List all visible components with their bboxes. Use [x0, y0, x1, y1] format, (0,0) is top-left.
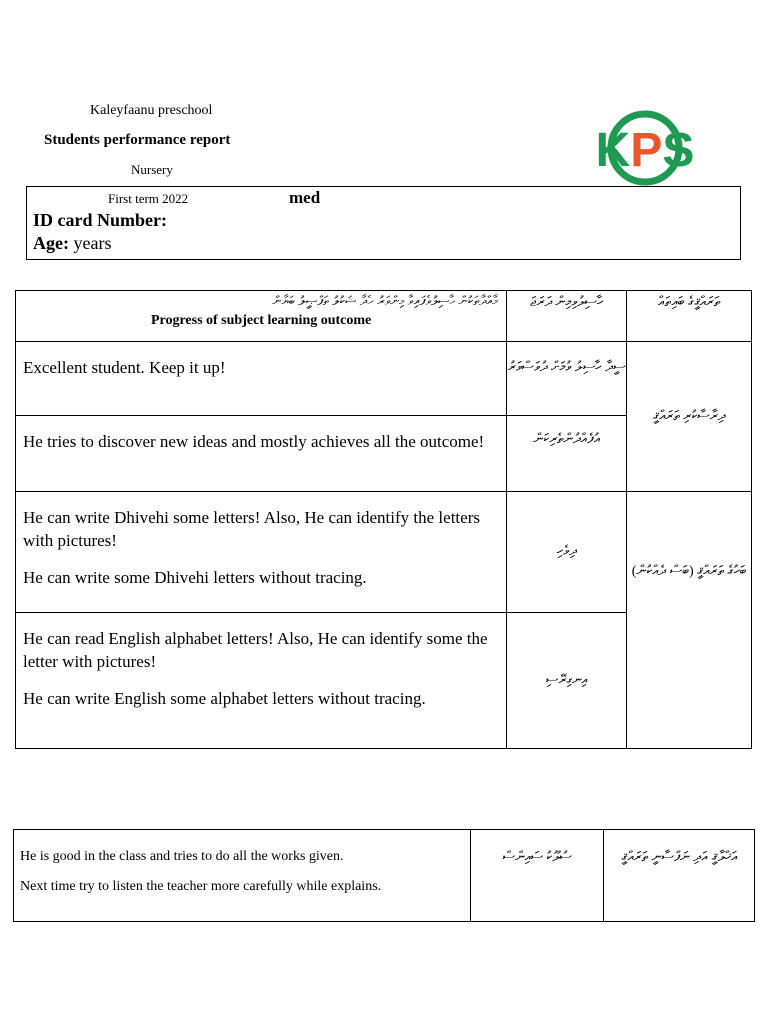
- age-label: Age:: [33, 233, 69, 253]
- behaviour-comment-cell: [14, 830, 471, 922]
- header-level-cell: [507, 291, 627, 342]
- age-unit: years: [73, 233, 112, 253]
- outcome-text: He can write some Dhivehi letters without tracing.: [23, 568, 367, 587]
- header-domain-text: ތަރައްޤީގެ ބައިތައް: [657, 295, 721, 310]
- school-name: Kaleyfaanu preschool: [90, 103, 213, 118]
- header-level-text: ހާސިލުވިމިން ދަރަޖަ: [530, 295, 604, 310]
- student-name: med: [289, 188, 321, 207]
- table-row: [14, 830, 755, 922]
- learning-outcome-table: [15, 290, 752, 749]
- report-title: Students performance report: [44, 132, 231, 148]
- behaviour-comment: He is good in the class and tries to do all the works given.: [20, 849, 344, 864]
- outcome-cell: [16, 416, 507, 492]
- outcome-cell: [16, 342, 507, 416]
- outcome-text: He can write English some alphabet letters without tracing.: [23, 689, 426, 708]
- behaviour-table: [13, 829, 755, 922]
- domain-text: ބަހުގެ ތަރައްޤީ (ބަސް ދެއްކުން): [631, 564, 747, 579]
- header-outcome-english: Progress of subject learning outcome: [150, 313, 372, 328]
- header-outcome-cell: [16, 291, 507, 342]
- behaviour-level-cell: [471, 830, 604, 922]
- domain-cell: [627, 342, 752, 492]
- grade-level: Nursery: [131, 162, 173, 177]
- level-cell: [507, 342, 627, 416]
- table-row: [16, 342, 752, 416]
- level-cell: [507, 492, 627, 613]
- outcome-text: He can write Dhivehi some letters! Also, He can identify the letters with pictures!: [23, 508, 480, 550]
- header-outcome-thaana: މާއްދާތަކުން ހާސިލުވެފައިވާ މިންވަރު ހެދާ ޝަކުލު ތަފްޞީލު ބަޔާން: [272, 293, 499, 308]
- logo-lettering: KPS: [595, 124, 695, 177]
- behaviour-domain-cell: [604, 830, 755, 922]
- behaviour-domain: އަޚްލާޤީ އަދި ނަފްސާނީ ތަރައްޤީ: [621, 850, 737, 865]
- level-cell: [507, 416, 627, 492]
- behaviour-comment: Next time try to listen the teacher more carefully while explains.: [20, 879, 382, 894]
- level-text: އުފެއްދުންތެރިކަން: [533, 432, 600, 447]
- domain-cell: [627, 492, 752, 749]
- level-text: ދިވެހި: [556, 544, 577, 559]
- age-line: [33, 233, 111, 254]
- outcome-cell: [16, 492, 507, 613]
- level-cell: [507, 613, 627, 749]
- outcome-text: He can read English alphabet letters! Also, He can identify some the letter with pictures!: [23, 629, 488, 671]
- level-text: އިނގިރޭސި: [546, 672, 588, 688]
- kps-logo-graphic: [595, 110, 695, 186]
- header-domain-cell: [627, 291, 752, 342]
- outcome-cell: [16, 613, 507, 749]
- behaviour-level: ސުލޫކު ސައިންސް: [502, 850, 572, 865]
- outcome-text: He tries to discover new ideas and mostly achieves all the outcome!: [23, 432, 485, 451]
- table-row: [16, 492, 752, 613]
- id-card-line: [33, 210, 167, 231]
- id-card-label: ID card Number:: [33, 210, 167, 230]
- table-header-row: [16, 291, 752, 342]
- domain-text: ދިރާސާކުރި ތަރައްޤީ: [652, 408, 726, 424]
- level-text: ސީދާ ހާސިލު ވުމަށް ދުވަސްވަރު: [507, 360, 626, 375]
- school-logo: [595, 110, 695, 186]
- school-term: First term 2022: [108, 191, 189, 206]
- outcome-text: Excellent student. Keep it up!: [23, 358, 226, 377]
